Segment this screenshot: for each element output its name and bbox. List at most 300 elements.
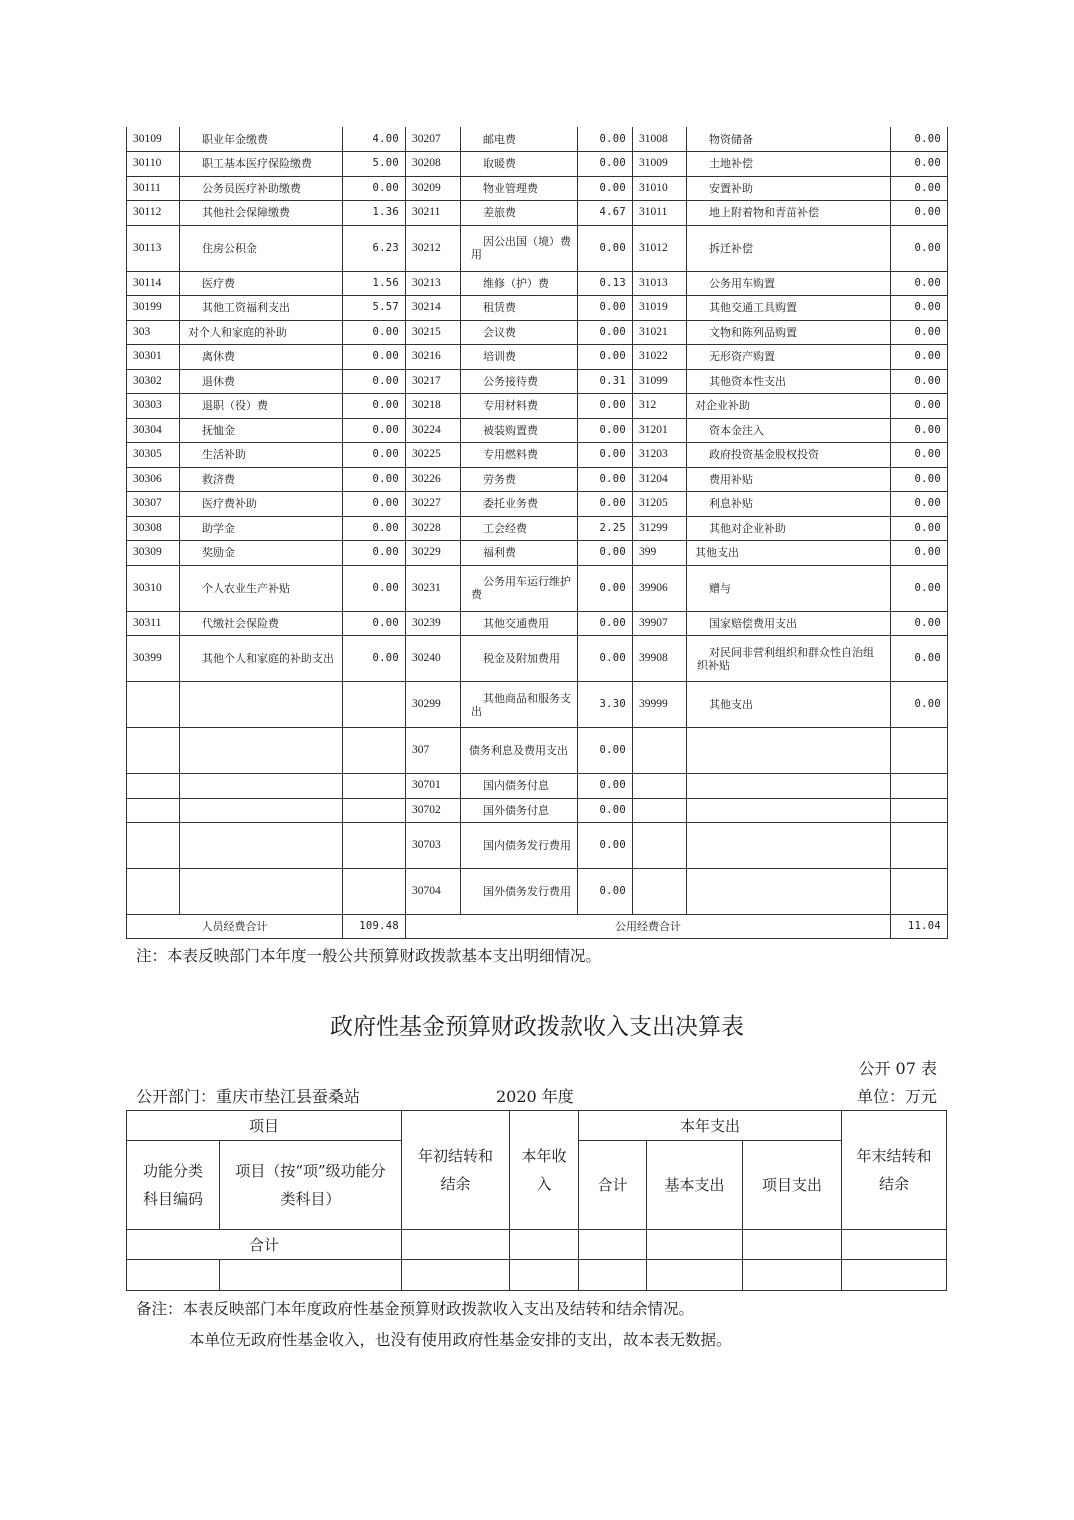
item-code: 30111 — [127, 176, 180, 201]
table-row — [127, 369, 948, 394]
item-code: 39999 — [633, 682, 687, 728]
header-project-expense: 项目支出 — [743, 1141, 842, 1230]
item-name: 工会经费 — [461, 516, 578, 541]
item-amount — [343, 682, 406, 728]
item-name — [180, 774, 343, 799]
item-amount — [343, 728, 406, 774]
item-amount: 0.00 — [891, 492, 948, 517]
item-code: 31019 — [633, 296, 687, 321]
item-amount: 0.00 — [578, 345, 633, 370]
item-name: 国外债务付息 — [461, 798, 578, 823]
item-name: 土地补偿 — [687, 152, 891, 177]
table-row — [127, 823, 948, 869]
item-code — [127, 823, 180, 869]
header-row-1 — [127, 1111, 947, 1141]
table-row — [127, 296, 948, 321]
item-amount: 0.00 — [891, 611, 948, 636]
item-code: 303 — [127, 320, 180, 345]
item-code: 30228 — [406, 516, 461, 541]
item-name: 文物和陈列品购置 — [687, 320, 891, 345]
item-amount: 0.00 — [891, 296, 948, 321]
total-cell — [647, 1230, 743, 1260]
item-code: 30302 — [127, 369, 180, 394]
fund-budget-table — [126, 1110, 947, 1291]
item-amount: 0.00 — [891, 271, 948, 296]
item-name: 无形资产购置 — [687, 345, 891, 370]
item-amount: 0.00 — [578, 127, 633, 152]
table-row — [127, 152, 948, 177]
item-code: 30109 — [127, 127, 180, 152]
item-code: 30702 — [406, 798, 461, 823]
item-name: 住房公积金 — [180, 225, 343, 271]
item-amount: 0.00 — [578, 176, 633, 201]
public-total-label: 公用经费合计 — [406, 915, 891, 939]
item-amount: 0.00 — [578, 869, 633, 915]
header-expense: 本年支出 — [579, 1111, 842, 1141]
item-amount: 0.13 — [578, 271, 633, 296]
item-amount: 0.00 — [891, 225, 948, 271]
item-amount: 0.31 — [578, 369, 633, 394]
table-row — [127, 611, 948, 636]
item-name: 抚恤金 — [180, 418, 343, 443]
item-code: 30216 — [406, 345, 461, 370]
table-row — [127, 728, 948, 774]
basic-expense-detail-table — [126, 127, 948, 939]
item-name: 救济费 — [180, 467, 343, 492]
basic-expense-note: 注：本表反映部门本年度一般公共预算财政拨款基本支出明细情况。 — [136, 947, 602, 965]
item-name: 政府投资基金股权投资 — [687, 443, 891, 468]
item-amount: 0.00 — [578, 443, 633, 468]
item-code — [633, 728, 687, 774]
item-amount: 0.00 — [891, 152, 948, 177]
item-name: 职业年金缴费 — [180, 127, 343, 152]
total-cell — [579, 1230, 647, 1260]
item-name: 退职（役）费 — [180, 394, 343, 419]
item-amount: 0.00 — [578, 823, 633, 869]
item-code: 30208 — [406, 152, 461, 177]
item-code — [127, 774, 180, 799]
table-row — [127, 176, 948, 201]
item-name: 国外债务发行费用 — [461, 869, 578, 915]
item-name: 培训费 — [461, 345, 578, 370]
header-income: 本年收入 — [510, 1111, 579, 1230]
unit-label: 单位：万元 — [856, 1087, 937, 1106]
empty-cell — [510, 1260, 579, 1291]
item-code: 30215 — [406, 320, 461, 345]
table-row — [127, 636, 948, 682]
item-code — [633, 869, 687, 915]
item-code: 31099 — [633, 369, 687, 394]
item-name — [687, 823, 891, 869]
item-code: 30307 — [127, 492, 180, 517]
item-code: 31299 — [633, 516, 687, 541]
header-basic-expense: 基本支出 — [647, 1141, 743, 1230]
item-name: 其他支出 — [687, 682, 891, 728]
table-row — [127, 541, 948, 566]
item-code: 30114 — [127, 271, 180, 296]
item-code: 30299 — [406, 682, 461, 728]
item-code: 30240 — [406, 636, 461, 682]
header-project-name: 项目（按“项”级功能分类科目） — [220, 1141, 402, 1230]
item-amount: 0.00 — [343, 394, 406, 419]
item-name: 税金及附加费用 — [461, 636, 578, 682]
item-name: 会议费 — [461, 320, 578, 345]
item-name: 差旅费 — [461, 201, 578, 226]
item-code: 31008 — [633, 127, 687, 152]
item-amount: 0.00 — [578, 798, 633, 823]
item-code: 31022 — [633, 345, 687, 370]
item-amount: 0.00 — [343, 565, 406, 611]
item-name: 维修（护）费 — [461, 271, 578, 296]
item-code: 39907 — [633, 611, 687, 636]
item-amount: 0.00 — [891, 682, 948, 728]
item-amount: 4.00 — [343, 127, 406, 152]
header-func-code: 功能分类科目编码 — [127, 1141, 220, 1230]
table-number: 公开 07 表 — [858, 1059, 937, 1078]
empty-cell — [220, 1260, 402, 1291]
personnel-total-label: 人员经费合计 — [127, 915, 343, 939]
item-name: 其他商品和服务支出 — [461, 682, 578, 728]
item-name: 医疗费补助 — [180, 492, 343, 517]
item-code: 30211 — [406, 201, 461, 226]
item-code: 30301 — [127, 345, 180, 370]
item-amount: 0.00 — [343, 541, 406, 566]
item-name: 离休费 — [180, 345, 343, 370]
table-row — [127, 345, 948, 370]
item-code: 30110 — [127, 152, 180, 177]
public-total-value: 11.04 — [891, 915, 948, 939]
item-name — [180, 728, 343, 774]
item-code: 31204 — [633, 467, 687, 492]
item-code: 30310 — [127, 565, 180, 611]
item-code: 30212 — [406, 225, 461, 271]
item-code: 30214 — [406, 296, 461, 321]
item-amount — [891, 798, 948, 823]
item-name: 其他个人和家庭的补助支出 — [180, 636, 343, 682]
item-amount: 0.00 — [343, 345, 406, 370]
item-name: 代缴社会保险费 — [180, 611, 343, 636]
table-row — [127, 418, 948, 443]
item-name: 取暖费 — [461, 152, 578, 177]
item-name: 劳务费 — [461, 467, 578, 492]
item-code: 312 — [633, 394, 687, 419]
item-code: 31021 — [633, 320, 687, 345]
item-amount: 6.23 — [343, 225, 406, 271]
item-amount: 0.00 — [578, 467, 633, 492]
item-amount: 0.00 — [343, 611, 406, 636]
table-row — [127, 467, 948, 492]
item-code: 30113 — [127, 225, 180, 271]
item-code — [127, 728, 180, 774]
item-amount — [891, 774, 948, 799]
fund-table-title: 政府性基金预算财政拨款收入支出决算表 — [330, 1013, 744, 1039]
item-name: 公务用车购置 — [687, 271, 891, 296]
item-code: 30207 — [406, 127, 461, 152]
table-row — [127, 225, 948, 271]
item-amount: 0.00 — [891, 320, 948, 345]
item-name: 福利费 — [461, 541, 578, 566]
item-code — [633, 823, 687, 869]
item-amount: 0.00 — [891, 418, 948, 443]
item-amount: 0.00 — [891, 127, 948, 152]
item-code: 31201 — [633, 418, 687, 443]
item-name: 租赁费 — [461, 296, 578, 321]
table-row — [127, 271, 948, 296]
item-amount: 0.00 — [578, 320, 633, 345]
item-code: 30112 — [127, 201, 180, 226]
item-amount: 0.00 — [343, 369, 406, 394]
item-code: 31009 — [633, 152, 687, 177]
table-row — [127, 394, 948, 419]
item-code: 31012 — [633, 225, 687, 271]
item-amount: 0.00 — [343, 320, 406, 345]
item-name: 委托业务费 — [461, 492, 578, 517]
item-code: 30231 — [406, 565, 461, 611]
total-cell — [402, 1230, 510, 1260]
item-name: 因公出国（境）费用 — [461, 225, 578, 271]
personnel-total-value: 109.48 — [343, 915, 406, 939]
item-name: 对企业补助 — [687, 394, 891, 419]
item-amount: 0.00 — [891, 369, 948, 394]
item-amount: 3.30 — [578, 682, 633, 728]
item-amount: 0.00 — [578, 492, 633, 517]
item-code: 30217 — [406, 369, 461, 394]
item-name: 对个人和家庭的补助 — [180, 320, 343, 345]
item-code: 30227 — [406, 492, 461, 517]
item-amount: 5.00 — [343, 152, 406, 177]
item-amount: 0.00 — [343, 492, 406, 517]
item-code: 30303 — [127, 394, 180, 419]
item-amount: 0.00 — [891, 345, 948, 370]
item-name — [180, 823, 343, 869]
item-amount: 0.00 — [578, 636, 633, 682]
item-name: 公务用车运行维护费 — [461, 565, 578, 611]
item-name: 国内债务发行费用 — [461, 823, 578, 869]
item-amount: 0.00 — [578, 728, 633, 774]
item-amount: 0.00 — [343, 636, 406, 682]
item-code: 30224 — [406, 418, 461, 443]
item-name — [180, 798, 343, 823]
item-amount: 0.00 — [343, 176, 406, 201]
item-name: 物资储备 — [687, 127, 891, 152]
item-name — [687, 728, 891, 774]
item-code — [633, 798, 687, 823]
item-name: 被装购置费 — [461, 418, 578, 443]
item-name: 其他社会保障缴费 — [180, 201, 343, 226]
total-row — [127, 1230, 947, 1260]
item-code: 30209 — [406, 176, 461, 201]
item-amount: 0.00 — [343, 467, 406, 492]
item-code: 30225 — [406, 443, 461, 468]
item-name: 国家赔偿费用支出 — [687, 611, 891, 636]
item-code: 30309 — [127, 541, 180, 566]
item-amount: 0.00 — [891, 541, 948, 566]
item-code — [127, 869, 180, 915]
item-name: 费用补贴 — [687, 467, 891, 492]
item-name: 其他工资福利支出 — [180, 296, 343, 321]
item-code: 30311 — [127, 611, 180, 636]
item-name: 专用材料费 — [461, 394, 578, 419]
total-cell — [743, 1230, 842, 1260]
item-name — [687, 774, 891, 799]
table-row — [127, 565, 948, 611]
header-end-balance: 年末结转和结余 — [842, 1111, 947, 1230]
fund-table-note: 备注：本表反映部门本年度政府性基金预算财政拨款收入支出及结转和结余情况。 — [136, 1300, 695, 1318]
item-name: 其他交通费用 — [461, 611, 578, 636]
item-code: 30399 — [127, 636, 180, 682]
item-code: 30703 — [406, 823, 461, 869]
item-code: 39908 — [633, 636, 687, 682]
item-name — [687, 798, 891, 823]
item-amount — [891, 728, 948, 774]
item-amount — [343, 823, 406, 869]
item-code — [127, 798, 180, 823]
item-code: 307 — [406, 728, 461, 774]
item-name: 退休费 — [180, 369, 343, 394]
item-code: 30199 — [127, 296, 180, 321]
item-amount: 0.00 — [578, 418, 633, 443]
item-code: 31013 — [633, 271, 687, 296]
item-amount: 0.00 — [578, 152, 633, 177]
item-amount: 0.00 — [891, 516, 948, 541]
item-code: 31010 — [633, 176, 687, 201]
item-name: 安置补助 — [687, 176, 891, 201]
table-row — [127, 320, 948, 345]
item-name: 公务员医疗补助缴费 — [180, 176, 343, 201]
item-name: 对民间非营利组织和群众性自治组织补贴 — [687, 636, 891, 682]
item-amount: 0.00 — [891, 443, 948, 468]
item-name: 其他对企业补助 — [687, 516, 891, 541]
item-name: 邮电费 — [461, 127, 578, 152]
item-name: 其他交通工具购置 — [687, 296, 891, 321]
item-amount: 0.00 — [578, 611, 633, 636]
item-name: 奖励金 — [180, 541, 343, 566]
item-code: 30226 — [406, 467, 461, 492]
item-code: 30701 — [406, 774, 461, 799]
item-amount: 0.00 — [578, 541, 633, 566]
empty-cell — [743, 1260, 842, 1291]
item-amount — [891, 823, 948, 869]
item-code: 30308 — [127, 516, 180, 541]
item-amount: 0.00 — [891, 201, 948, 226]
item-code: 31203 — [633, 443, 687, 468]
item-amount: 1.56 — [343, 271, 406, 296]
item-amount: 0.00 — [891, 394, 948, 419]
total-cell — [510, 1230, 579, 1260]
item-code: 30304 — [127, 418, 180, 443]
item-name: 拆迁补偿 — [687, 225, 891, 271]
item-name: 专用燃料费 — [461, 443, 578, 468]
item-code — [633, 774, 687, 799]
item-code: 30239 — [406, 611, 461, 636]
item-name: 资本金注入 — [687, 418, 891, 443]
empty-cell — [647, 1260, 743, 1291]
item-name: 助学金 — [180, 516, 343, 541]
item-amount: 2.25 — [578, 516, 633, 541]
item-code: 39906 — [633, 565, 687, 611]
item-amount: 0.00 — [343, 443, 406, 468]
item-amount: 0.00 — [891, 176, 948, 201]
item-amount — [343, 774, 406, 799]
year-label: 2020 年度 — [496, 1087, 574, 1106]
item-amount: 0.00 — [891, 467, 948, 492]
item-code — [127, 682, 180, 728]
item-amount: 0.00 — [343, 418, 406, 443]
item-amount: 4.67 — [578, 201, 633, 226]
item-amount: 0.00 — [578, 394, 633, 419]
item-name: 国内债务付息 — [461, 774, 578, 799]
item-code: 31011 — [633, 201, 687, 226]
item-code: 30218 — [406, 394, 461, 419]
item-name: 物业管理费 — [461, 176, 578, 201]
totals-row — [127, 915, 948, 939]
table-row — [127, 492, 948, 517]
item-name — [687, 869, 891, 915]
item-name: 公务接待费 — [461, 369, 578, 394]
item-amount — [343, 798, 406, 823]
table-row — [127, 682, 948, 728]
table-row — [127, 798, 948, 823]
item-code: 399 — [633, 541, 687, 566]
item-name: 利息补贴 — [687, 492, 891, 517]
item-name: 职工基本医疗保险缴费 — [180, 152, 343, 177]
fund-table-note-2: 本单位无政府性基金收入，也没有使用政府性基金安排的支出，故本表无数据。 — [189, 1331, 732, 1349]
item-name: 其他支出 — [687, 541, 891, 566]
table-row — [127, 774, 948, 799]
total-cell — [842, 1230, 947, 1260]
item-name — [180, 869, 343, 915]
item-name: 债务利息及费用支出 — [461, 728, 578, 774]
table-row — [127, 127, 948, 152]
item-amount: 1.36 — [343, 201, 406, 226]
header-project: 项目 — [127, 1111, 402, 1141]
header-expense-total: 合计 — [579, 1141, 647, 1230]
table-row — [127, 869, 948, 915]
item-amount: 0.00 — [891, 565, 948, 611]
department-label: 公开部门：重庆市垫江县蚕桑站 — [136, 1087, 361, 1106]
empty-row — [127, 1260, 947, 1291]
item-code: 30229 — [406, 541, 461, 566]
empty-cell — [579, 1260, 647, 1291]
item-code: 30306 — [127, 467, 180, 492]
item-amount: 0.00 — [578, 296, 633, 321]
table-row — [127, 201, 948, 226]
item-name: 医疗费 — [180, 271, 343, 296]
item-name: 赠与 — [687, 565, 891, 611]
item-code: 30305 — [127, 443, 180, 468]
item-name: 个人农业生产补贴 — [180, 565, 343, 611]
table-row — [127, 443, 948, 468]
item-amount: 0.00 — [891, 636, 948, 682]
item-name — [180, 682, 343, 728]
item-amount: 0.00 — [578, 565, 633, 611]
header-begin-balance: 年初结转和结余 — [402, 1111, 510, 1230]
empty-cell — [127, 1260, 220, 1291]
item-name: 地上附着物和青苗补偿 — [687, 201, 891, 226]
item-amount — [891, 869, 948, 915]
item-name: 生活补助 — [180, 443, 343, 468]
item-amount: 0.00 — [578, 774, 633, 799]
item-amount: 5.57 — [343, 296, 406, 321]
item-amount — [343, 869, 406, 915]
table-row — [127, 516, 948, 541]
item-name: 其他资本性支出 — [687, 369, 891, 394]
item-amount: 0.00 — [343, 516, 406, 541]
empty-cell — [402, 1260, 510, 1291]
item-code: 30704 — [406, 869, 461, 915]
empty-cell — [842, 1260, 947, 1291]
total-label: 合计 — [127, 1230, 402, 1260]
